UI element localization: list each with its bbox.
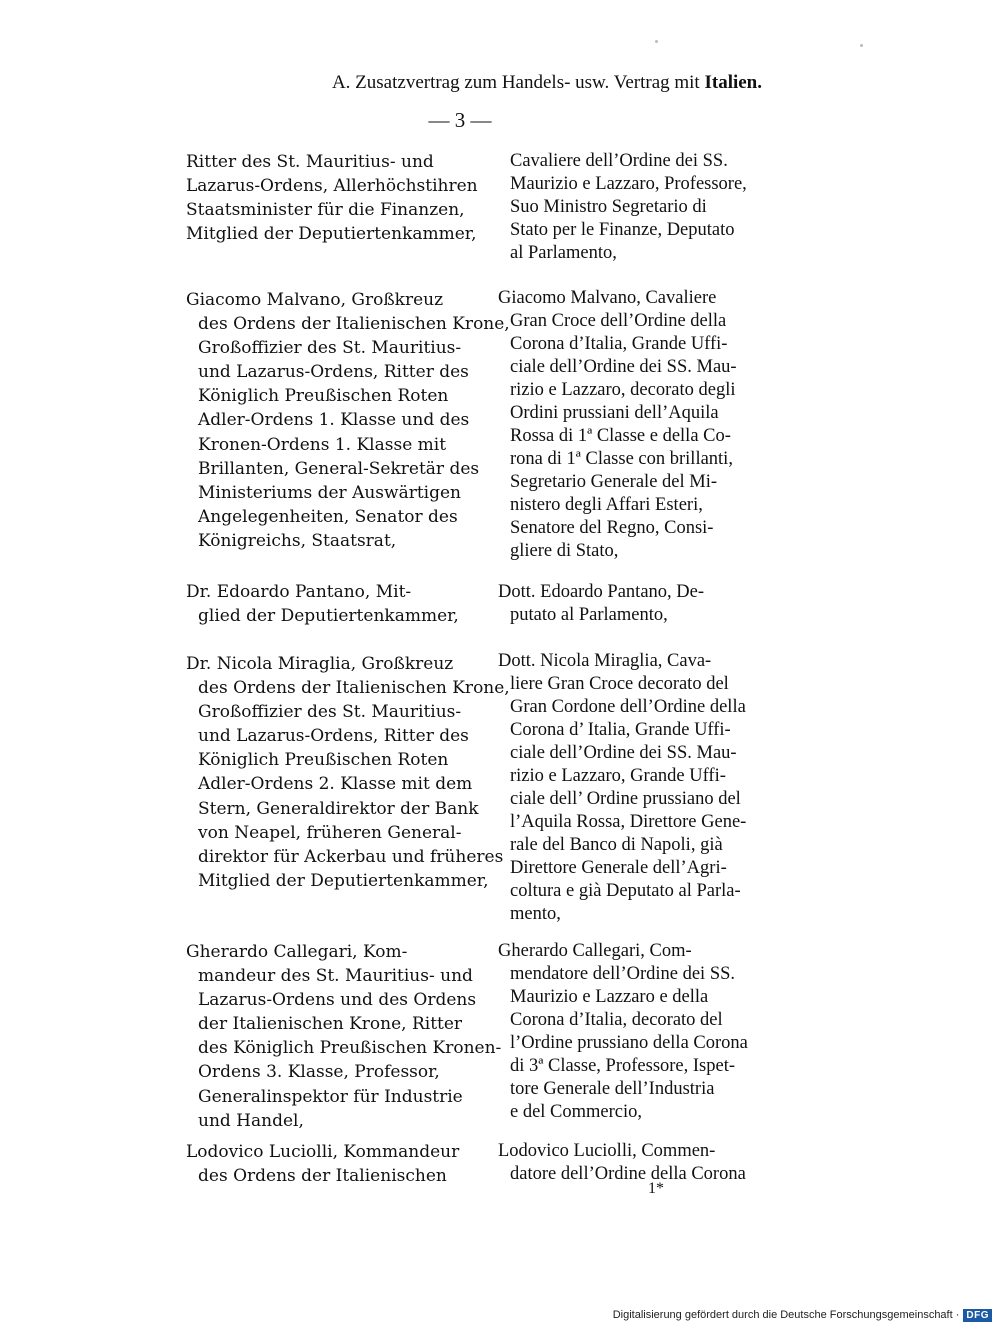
german-paragraph-2 — [186, 288, 510, 553]
text-line: coltura e già Deputato al Parla- — [510, 881, 741, 901]
text-line: und Lazarus-Ordens, Ritter des — [198, 362, 469, 383]
text-line: Großoffizier des St. Mauritius- — [198, 338, 462, 359]
text-line: ciale dell’Ordine dei SS. Mau- — [510, 743, 737, 763]
text-line: mento, — [510, 904, 561, 924]
dfg-logo: DFG — [963, 1309, 992, 1322]
text-line: Königlich Preußischen Roten — [198, 750, 449, 771]
text-line: Staatsminister für die Finanzen, — [186, 200, 465, 221]
text-line: Ordens 3. Klasse, Professor, — [198, 1062, 440, 1083]
italian-paragraph-4 — [498, 650, 760, 926]
scan-speck — [860, 44, 863, 47]
text-line: und Lazarus-Ordens, Ritter des — [198, 726, 469, 747]
text-line: Mitglied der Deputiertenkammer, — [186, 224, 477, 245]
text-line: Adler-Ordens 2. Klasse mit dem — [198, 774, 473, 795]
text-line: Königreichs, Staatsrat, — [198, 530, 397, 551]
signature-mark: 1* — [648, 1180, 664, 1197]
text-line: e del Commercio, — [510, 1102, 643, 1122]
text-line: Mitglied der Deputiertenkammer, — [198, 870, 489, 891]
text-line: rizio e Lazzaro, decorato degli — [510, 380, 736, 400]
text-line: Angelegenheiten, Senator des — [198, 506, 458, 527]
text-line: Maurizio e Lazzaro e della — [510, 987, 709, 1007]
text-line: Dott. Edoardo Pantano, De- — [498, 582, 705, 602]
italian-paragraph-2 — [498, 287, 760, 563]
text-line: Stern, Generaldirektor der Bank — [198, 798, 479, 819]
text-line: Lazarus-Ordens und des Ordens — [198, 990, 477, 1011]
text-line: Segretario Generale del Mi- — [510, 472, 718, 492]
footer-text: Digitalisierung gefördert durch die Deutsche Forschungsgemeinschaft · — [612, 1309, 960, 1321]
text-line: rale del Banco di Napoli, già — [510, 835, 723, 855]
text-line: Ordini prussiani dell’Aquila — [510, 403, 719, 423]
german-paragraph-1 — [186, 150, 478, 246]
text-line: mandeur des St. Mauritius- und — [198, 966, 473, 987]
text-line: Großoffizier des St. Mauritius- — [198, 702, 462, 723]
text-line: Generalinspektor für Industrie — [198, 1086, 463, 1107]
text-line: rona di 1ª Classe con brillanti, — [510, 449, 733, 469]
page-number: — 3 — — [428, 108, 492, 132]
text-line: Corona d’Italia, Grande Uffi- — [510, 334, 728, 354]
text-line: datore dell’Ordine della Corona — [510, 1164, 746, 1184]
text-line: Dr. Nicola Miraglia, Großkreuz — [186, 654, 454, 674]
german-paragraph-3 — [186, 580, 459, 628]
text-line: des Ordens der Italienischen — [198, 1166, 447, 1187]
text-line: liere Gran Croce decorato del — [510, 674, 729, 694]
italian-paragraph-3 — [498, 581, 760, 627]
text-line: putato al Parlamento, — [510, 605, 668, 625]
text-line: nistero degli Affari Esteri, — [510, 495, 703, 515]
text-line: Corona d’ Italia, Grande Uffi- — [510, 720, 731, 740]
german-paragraph-6 — [186, 1140, 460, 1188]
digitization-footer — [613, 1306, 992, 1324]
text-line: und Handel, — [198, 1110, 304, 1131]
text-line: Kronen-Ordens 1. Klasse mit — [198, 434, 447, 455]
text-line: Ritter des St. Mauritius- und — [186, 152, 434, 172]
text-line: Gherardo Callegari, Com- — [498, 941, 692, 961]
text-line: Giacomo Malvano, Großkreuz — [186, 290, 444, 310]
text-line: Gran Cordone dell’Ordine della — [510, 697, 746, 717]
text-line: l’Ordine prussiano della Corona — [510, 1033, 748, 1053]
text-line: des Königlich Preußischen Kronen- — [198, 1038, 502, 1059]
text-line: ciale dell’Ordine dei SS. Mau- — [510, 357, 737, 377]
italian-paragraph-1 — [498, 150, 760, 265]
german-paragraph-4 — [186, 652, 510, 893]
text-line: Suo Ministro Segretario di — [510, 197, 707, 217]
text-line: Corona d’Italia, decorato del — [510, 1010, 723, 1030]
italian-paragraph-5 — [498, 940, 760, 1124]
text-line: direktor für Ackerbau und früheres — [198, 846, 504, 867]
german-paragraph-5 — [186, 940, 502, 1133]
text-line: des Ordens der Italienischen Krone, — [198, 678, 510, 699]
text-line: al Parlamento, — [510, 243, 617, 263]
text-line: Cavaliere dell’Ordine dei SS. — [510, 151, 728, 171]
text-line: Adler-Ordens 1. Klasse und des — [198, 410, 470, 431]
scan-speck — [655, 40, 658, 43]
text-line: Brillanten, General-Sekretär des — [198, 458, 480, 479]
text-line: ciale dell’ Ordine prussiano del — [510, 789, 741, 809]
text-line: Dr. Edoardo Pantano, Mit- — [186, 582, 412, 602]
text-line: Lazarus-Ordens, Allerhöchstihren — [186, 176, 478, 197]
text-line: Stato per le Finanze, Deputato — [510, 220, 735, 240]
running-head — [0, 72, 762, 94]
text-line: di 3ª Classe, Professore, Ispet- — [510, 1056, 736, 1076]
text-line: Ministeriums der Auswärtigen — [198, 482, 462, 503]
text-line: Lodovico Luciolli, Commen- — [498, 1141, 716, 1161]
text-line: mendatore dell’Ordine dei SS. — [510, 964, 736, 984]
running-head-text: A. Zusatzvertrag zum Handels- usw. Vertrag mit — [331, 72, 700, 93]
text-line: Gran Croce dell’Ordine della — [510, 311, 727, 331]
text-line: des Ordens der Italienischen Krone, — [198, 314, 510, 335]
text-line: der Italienischen Krone, Ritter — [198, 1014, 463, 1035]
text-line: gliere di Stato, — [510, 541, 619, 561]
text-line: Lodovico Luciolli, Kommandeur — [186, 1142, 460, 1162]
text-line: Direttore Generale dell’Agri- — [510, 858, 727, 878]
text-line: l’Aquila Rossa, Direttore Gene- — [510, 812, 747, 832]
text-line: Gherardo Callegari, Kom- — [186, 942, 408, 962]
text-line: tore Generale dell’Industria — [510, 1079, 715, 1099]
text-line: Senatore del Regno, Consi- — [510, 518, 714, 538]
text-line: Rossa di 1ª Classe e della Co- — [510, 426, 731, 446]
text-line: Königlich Preußischen Roten — [198, 386, 449, 407]
text-line: Giacomo Malvano, Cavaliere — [498, 288, 717, 308]
text-line: Maurizio e Lazzaro, Professore, — [510, 174, 747, 194]
text-line: glied der Deputiertenkammer, — [198, 606, 459, 627]
text-line: rizio e Lazzaro, Grande Uffi- — [510, 766, 726, 786]
running-head-country: Italien. — [704, 72, 762, 93]
text-line: von Neapel, früheren General- — [198, 822, 462, 843]
text-line: Dott. Nicola Miraglia, Cava- — [498, 651, 712, 671]
italian-paragraph-6 — [498, 1140, 760, 1186]
